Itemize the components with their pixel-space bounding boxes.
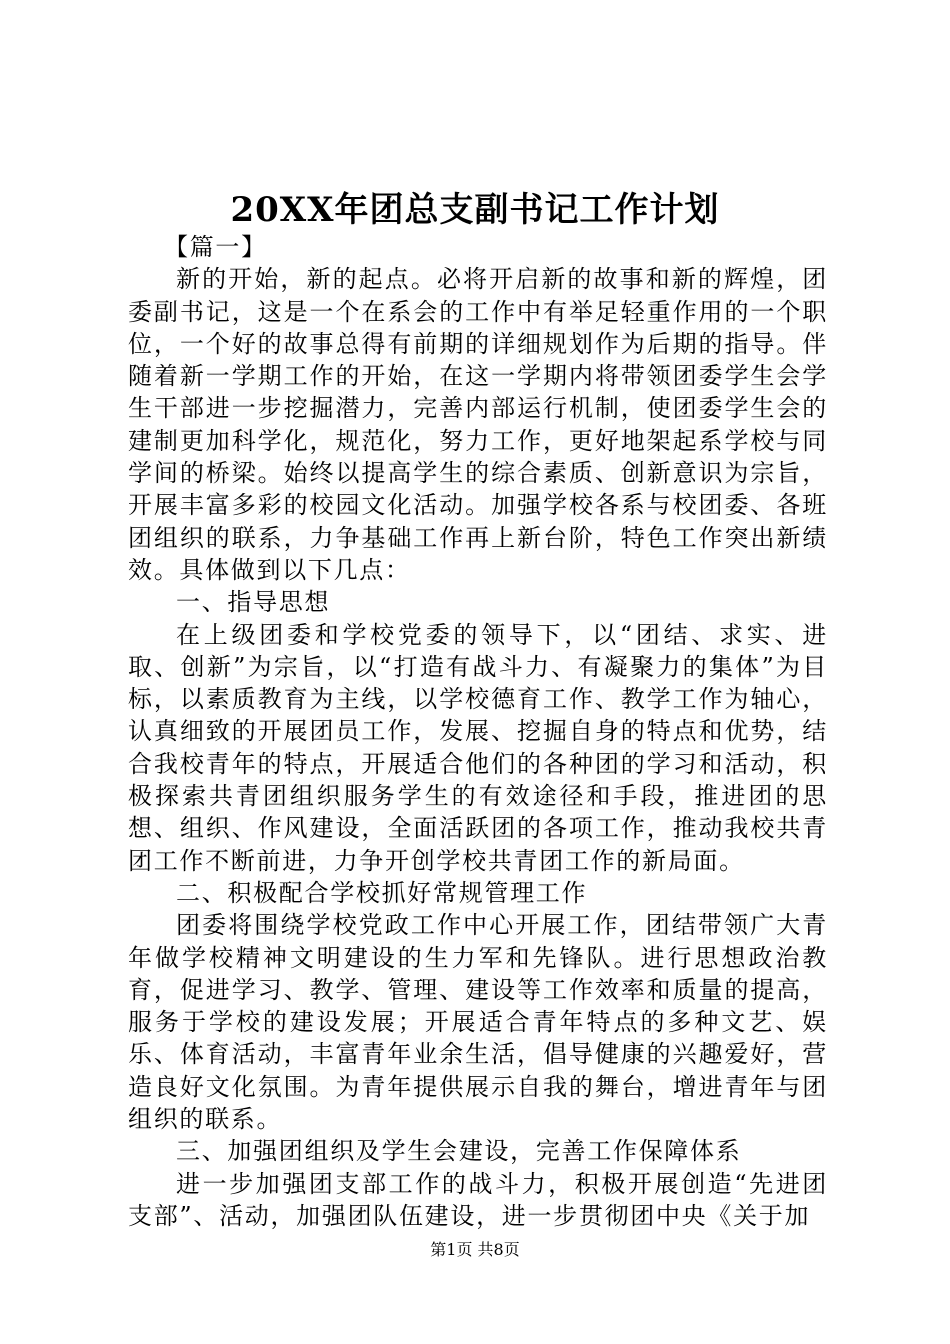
page-footer: 第1页 共8页: [430, 1240, 520, 1259]
paragraph-intro: 新的开始，新的起点。必将开启新的故事和新的辉煌，团委副书记，这是一个在系会的工作中有举足轻重作用的一个职位，一个好的故事总得有前期的详细规划作为后期的指导。伴随着新一学期工作的开始，在这一学期内将带领团委学生会学生干部进一步挖掘潜力，完善内部运行机制，使团委学生会的建制更加科学化，规范化，努力工作，更好地架起系学校与同学间的桥梁。始终以提高学生的综合素质、创新意识为宗旨，开展丰富多彩的校园文化活动。加强学校各系与校团委、各班团组织的联系，力争基础工作再上新台阶，特色工作突出新绩效。具体做到以下几点：: [128, 265, 828, 584]
document-body: [128, 231, 828, 1232]
heading-routine-management: 二、积极配合学校抓好常规管理工作: [176, 878, 588, 907]
document-title: 20XX年团总支副书记工作计划: [230, 190, 720, 230]
paragraph-routine-management: 团委将围绕学校党政工作中心开展工作，团结带领广大青年做学校精神文明建设的生力军和先锋队。进行思想政治教育，促进学习、教学、管理、建设等工作效率和质量的提高，服务于学校的建设发展；开展适合青年特点的多种文艺、娱乐、体育活动，丰富青年业余生活，倡导健康的兴趣爱好，营造良好文化氛围。为青年提供展示自我的舞台，增进青年与团组织的联系。: [128, 911, 828, 1134]
heading-guiding-ideology: 一、指导思想: [176, 588, 331, 617]
paragraph-organization-building: 进一步加强团支部工作的战斗力，积极开展创造“先进团支部”、活动，加强团队伍建设，进一步贯彻团中央《关于加: [128, 1169, 828, 1230]
section-label: 【篇一】: [164, 233, 267, 261]
paragraph-guiding-ideology: 在上级团委和学校党委的领导下，以“团结、求实、进取、创新”为宗旨，以“打造有战斗力、有凝聚力的集体”为目标，以素质教育为主线，以学校德育工作、教学工作为轴心，认真细致的开展团员工作，发展、挖掘自身的特点和优势，结合我校青年的特点，开展适合他们的各种团的学习和活动，积极探索共青团组织服务学生的有效途径和手段，推进团的思想、组织、作风建设，全面活跃团的各项工作，推动我校共青团工作不断前进，力争开创学校共青团工作的新局面。: [128, 620, 828, 875]
heading-organization-building: 三、加强团组织及学生会建设，完善工作保障体系: [176, 1137, 742, 1166]
